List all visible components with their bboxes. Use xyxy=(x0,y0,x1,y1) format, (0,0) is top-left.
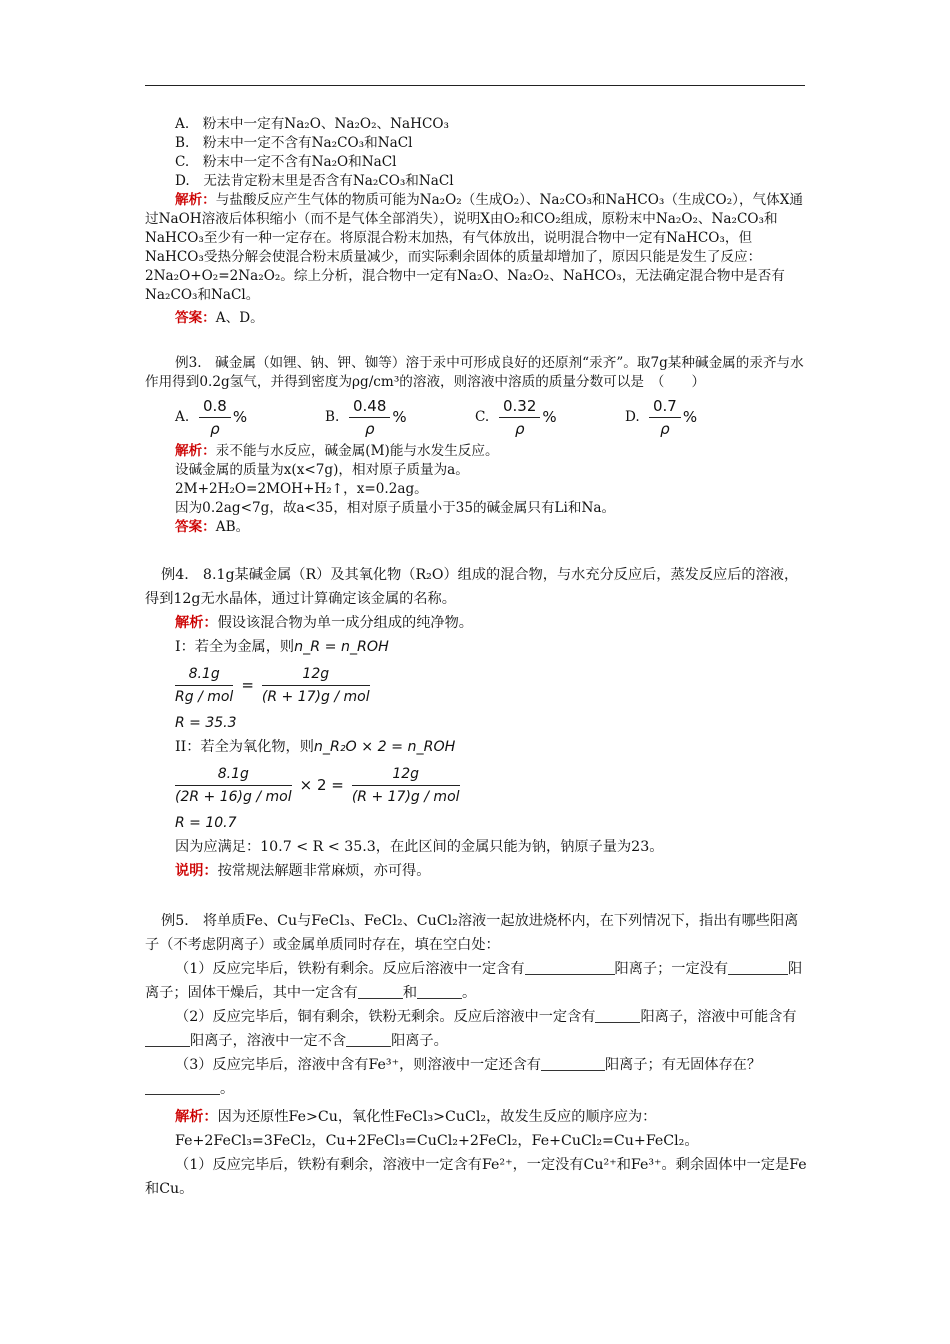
ex3-line-3: 因为0.2ag<7g，故a<35，相对原子质量小于35的碱金属只有Li和Na。 xyxy=(175,500,616,516)
ex3-answer: 答案：AB。 xyxy=(175,519,250,535)
blank[interactable] xyxy=(346,1032,391,1047)
ex3-analysis: 解析：汞不能与水反应，碱金属(M)能与水发生反应。 xyxy=(175,443,499,459)
blank[interactable] xyxy=(145,1080,220,1095)
option-b: B. 粉末中一定不含有Na₂CO₃和NaCl xyxy=(175,135,413,151)
ex5-q3: （3）反应完毕后，溶液中含有Fe³⁺，则溶液中一定还含有 阳离子；有无固体存在？。 xyxy=(145,1053,810,1101)
ex3-option-b: B. $\frac{0.48}{\rho}$ % xyxy=(325,396,407,438)
option-d: D. 无法肯定粉末里是否含有Na₂CO₃和NaCl xyxy=(175,173,454,189)
ex4-note: 说明：按常规法解题非常麻烦，亦可得。 xyxy=(175,863,431,879)
option-a: A. 粉末中一定有Na₂O、Na₂O₂、NaHCO₃ xyxy=(175,116,449,132)
ex5-solution-1: （1）反应完毕后，铁粉有剩余，溶液中一定含有Fe²⁺，一定没有Cu²⁺和Fe³⁺。剩余固体中一定是Fe 和Cu。 xyxy=(145,1157,821,1197)
ex2-analysis xyxy=(145,191,810,305)
header-rule xyxy=(145,85,805,86)
ex5-q1: （1）反应完毕后，铁粉有剩余。反应后溶液中一定含有 阳离子；一定没有 阳离子；固体干燥后，其中一定含有 和 。 xyxy=(145,961,803,1001)
ex3-line-2: 2M+2H₂O=2MOH+H₂↑，x=0.2ag。 xyxy=(175,481,428,497)
ex4-result-2: R = 10.7 xyxy=(175,815,237,831)
ex4-question: 例4. 8.1g某碱金属（R）及其氧化物（R₂O）组成的混合物，与水充分反应后，蒸发反应后的溶液，得到12g无水晶体，通过计算确定该金属的名称。 xyxy=(145,567,799,607)
option-c: C. 粉末中一定不含有Na₂O和NaCl xyxy=(175,154,397,170)
ex3-option-a: A. $\frac{0.8}{\rho}$ % xyxy=(175,396,248,438)
ex2-options xyxy=(145,115,810,191)
ex4-case-1: I：若全为金属，则n_R = n_ROH xyxy=(175,639,389,655)
ex4-equation-1: 8.1g Rg / mol = 12g (R + 17)g / mol xyxy=(175,665,370,705)
ex3-options xyxy=(145,392,810,442)
blank[interactable] xyxy=(758,960,788,975)
answer-label: 答案： xyxy=(175,310,216,326)
ex3-line-1: 设碱金属的质量为x(x<7g)，相对原子质量为a。 xyxy=(175,462,469,478)
ex3-question: 例3. 碱金属（如锂、钠、钾、铷等）溶于汞中可形成良好的还原剂“汞齐”。取7g某种碱金属的汞齐与水作用得到0.2g氢气，并得到密度为ρg/cm³的溶液，则溶液中溶质的质量分数可以是 （ ） xyxy=(145,355,804,390)
ex4-case-2: II：若全为氧化物，则n_R₂O × 2 = n_ROH xyxy=(175,739,456,755)
blank[interactable] xyxy=(145,1032,190,1047)
ex4-analysis: 解析：假设该混合物为单一成分组成的纯净物。 xyxy=(175,615,473,631)
ex2-answer xyxy=(145,309,810,328)
blank[interactable] xyxy=(525,960,615,975)
ex5-analysis: 解析：因为还原性Fe>Cu，氧化性FeCl₃>CuCl₂，故发生反应的顺序应为： xyxy=(175,1109,657,1125)
ex3-option-c: C. $\frac{0.32}{\rho}$ % xyxy=(475,396,557,438)
document-page xyxy=(145,115,821,1201)
ex5-reactions: Fe+2FeCl₃=3FeCl₂，Cu+2FeCl₃=CuCl₂+2FeCl₂，Fe+CuCl₂=Cu+FeCl₂。 xyxy=(175,1133,699,1149)
ex5-question: 例5. 将单质Fe、Cu与FeCl₃、FeCl₂、CuCl₂溶液一起放进烧杯内，在下列情况下，指出有哪些阳离子（不考虑阴离子）或金属单质同时存在，填在空白处： xyxy=(145,913,799,953)
ex2-answer-text: A、D。 xyxy=(215,310,264,326)
blank[interactable] xyxy=(728,960,758,975)
blank[interactable] xyxy=(595,1008,640,1023)
blank[interactable] xyxy=(358,984,403,999)
ex4-conclusion: 因为应满足：10.7 < R < 35.3，在此区间的金属只能为钠，钠原子量为23。 xyxy=(175,839,664,855)
ex4-result-1: R = 35.3 xyxy=(175,715,237,731)
ex2-analysis-text: 与盐酸反应产生气体的物质可能为Na₂O₂（生成O₂）、Na₂CO₃和NaHCO₃（生成CO₂），气体X通过NaOH溶液后体积缩小（而不是气体全部消失），说明X由O₂和CO₂组成，原粉末中Na₂O₂、Na₂CO₃和NaHCO₃至少有一种一定存在。将原混合粉末加热，有气体放出，说明混合物中一定有NaHCO₃，但NaHCO₃受热分解会使混合粉末质量减少，而实际剩余固体的质量却增加了，原因只能是发生了反应：2Na₂O+O₂=2Na₂O₂。综上分析，混合物中一定有Na₂O、Na₂O₂、NaHCO₃，无法确定混合物中是否有Na₂CO₃和NaCl。 xyxy=(145,192,803,303)
analysis-label: 解析： xyxy=(175,192,216,208)
ex4-equation-2: 8.1g (2R + 16)g / mol × 2 = 12g (R + 17)g / mol xyxy=(175,765,460,805)
ex5-q2: （2）反应完毕后，铜有剩余，铁粉无剩余。反应后溶液中一定含有 阳离子，溶液中可能含有阳离子，溶液中一定不含 阳离子。 xyxy=(145,1005,810,1053)
blank[interactable] xyxy=(541,1056,605,1071)
blank[interactable] xyxy=(417,984,462,999)
ex3-option-d: D. $\frac{0.7}{\rho}$ % xyxy=(625,396,698,438)
